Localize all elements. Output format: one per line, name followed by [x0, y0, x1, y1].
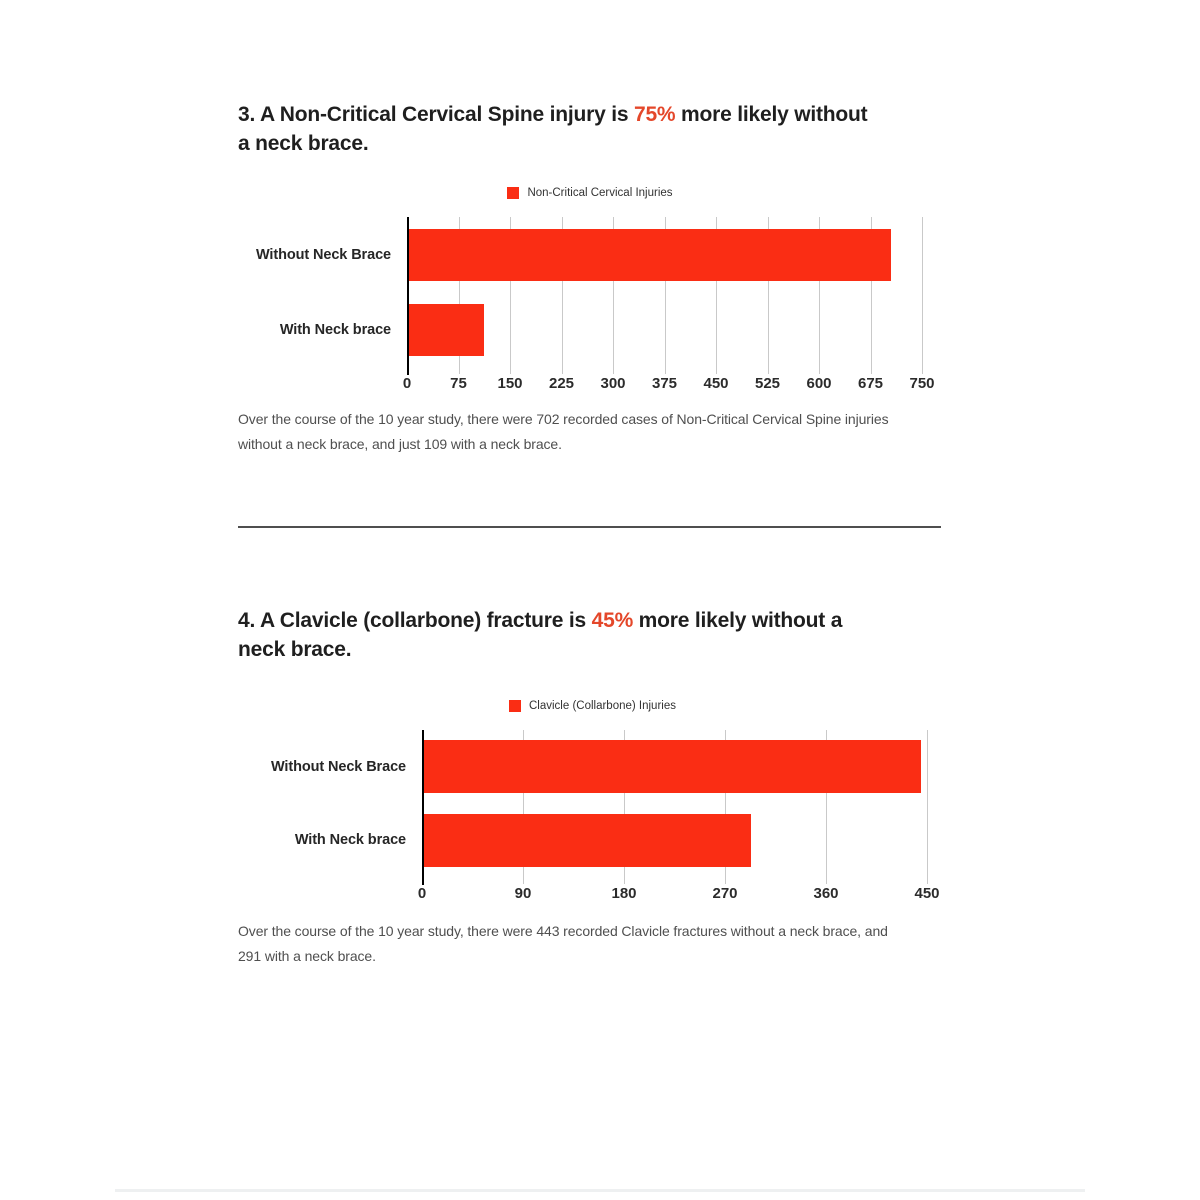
gridline — [922, 217, 923, 374]
bar-with-neck-brace — [424, 814, 751, 867]
heading-text: 3. A Non-Critical Cervical Spine injury is — [238, 103, 634, 126]
section-3-caption — [238, 407, 968, 457]
legend-label: Non-Critical Cervical Injuries — [527, 187, 673, 199]
y-axis-line — [407, 217, 409, 375]
category-label-without-neck-brace: Without Neck Brace — [270, 758, 406, 775]
legend-swatch-icon — [509, 700, 521, 712]
page-bottom-rule — [115, 1189, 1085, 1192]
bar-without-neck-brace — [409, 229, 891, 281]
x-tick-label: 750 — [909, 375, 935, 392]
bar-chart-clavicle-injuries — [238, 699, 947, 905]
x-tick-label: 375 — [651, 375, 678, 392]
heading-text: 4. A Clavicle (collarbone) fracture is — [238, 609, 592, 632]
x-tick-label: 90 — [514, 885, 532, 902]
x-tick-label: 180 — [611, 885, 637, 902]
x-tick-label: 150 — [497, 375, 523, 392]
caption-line: Over the course of the 10 year study, there were 443 recorded Clavicle fractures without a neck brace, and — [238, 923, 888, 939]
caption-line: Over the course of the 10 year study, there were 702 recorded cases of Non-Critical Cervical Spine injuries — [238, 411, 889, 427]
heading-text-cont: more likely without a — [633, 609, 843, 632]
heading-percent-highlight: 45% — [591, 609, 634, 632]
section-3-heading — [238, 100, 968, 158]
caption-line: 291 with a neck brace. — [238, 948, 376, 964]
x-tick-label: 360 — [813, 885, 839, 902]
x-tick-label: 675 — [857, 375, 884, 392]
bar-chart-cervical-injuries — [238, 186, 942, 395]
y-axis-line — [422, 730, 424, 885]
x-tick-label: 0 — [417, 885, 427, 902]
x-tick-label: 450 — [703, 375, 729, 392]
heading-line2: neck brace. — [238, 638, 352, 661]
heading-percent-highlight: 75% — [633, 103, 676, 126]
category-label-without-neck-brace: Without Neck Brace — [255, 246, 391, 263]
heading-line2: a neck brace. — [238, 132, 369, 155]
bar-with-neck-brace — [409, 304, 484, 356]
plot-area — [238, 730, 947, 877]
legend-swatch-icon — [507, 187, 519, 199]
x-axis-tick-row — [417, 885, 940, 905]
x-tick-label: 300 — [600, 375, 626, 392]
x-tick-label: 450 — [914, 885, 940, 902]
x-tick-label: 0 — [402, 375, 412, 392]
x-tick-label: 270 — [712, 885, 738, 902]
category-label-with-neck-brace: With Neck brace — [294, 832, 406, 849]
plot-area — [238, 217, 942, 367]
x-tick-label: 525 — [754, 375, 781, 392]
x-axis-tick-row — [402, 375, 935, 395]
legend-label: Clavicle (Collarbone) Injuries — [528, 700, 676, 712]
gridline — [927, 730, 928, 884]
chart-legend — [238, 186, 942, 200]
section-4-caption — [238, 919, 968, 969]
bar-without-neck-brace — [424, 740, 921, 793]
caption-line: without a neck brace, and just 109 with a neck brace. — [238, 436, 562, 452]
section-divider — [238, 526, 941, 528]
x-tick-label: 600 — [806, 375, 832, 392]
x-tick-label: 75 — [450, 375, 467, 392]
section-4-heading — [238, 606, 968, 664]
category-label-with-neck-brace: With Neck brace — [279, 321, 391, 338]
heading-text-cont: more likely without — [675, 103, 868, 126]
x-tick-label: 225 — [548, 375, 575, 392]
chart-legend — [238, 699, 947, 713]
